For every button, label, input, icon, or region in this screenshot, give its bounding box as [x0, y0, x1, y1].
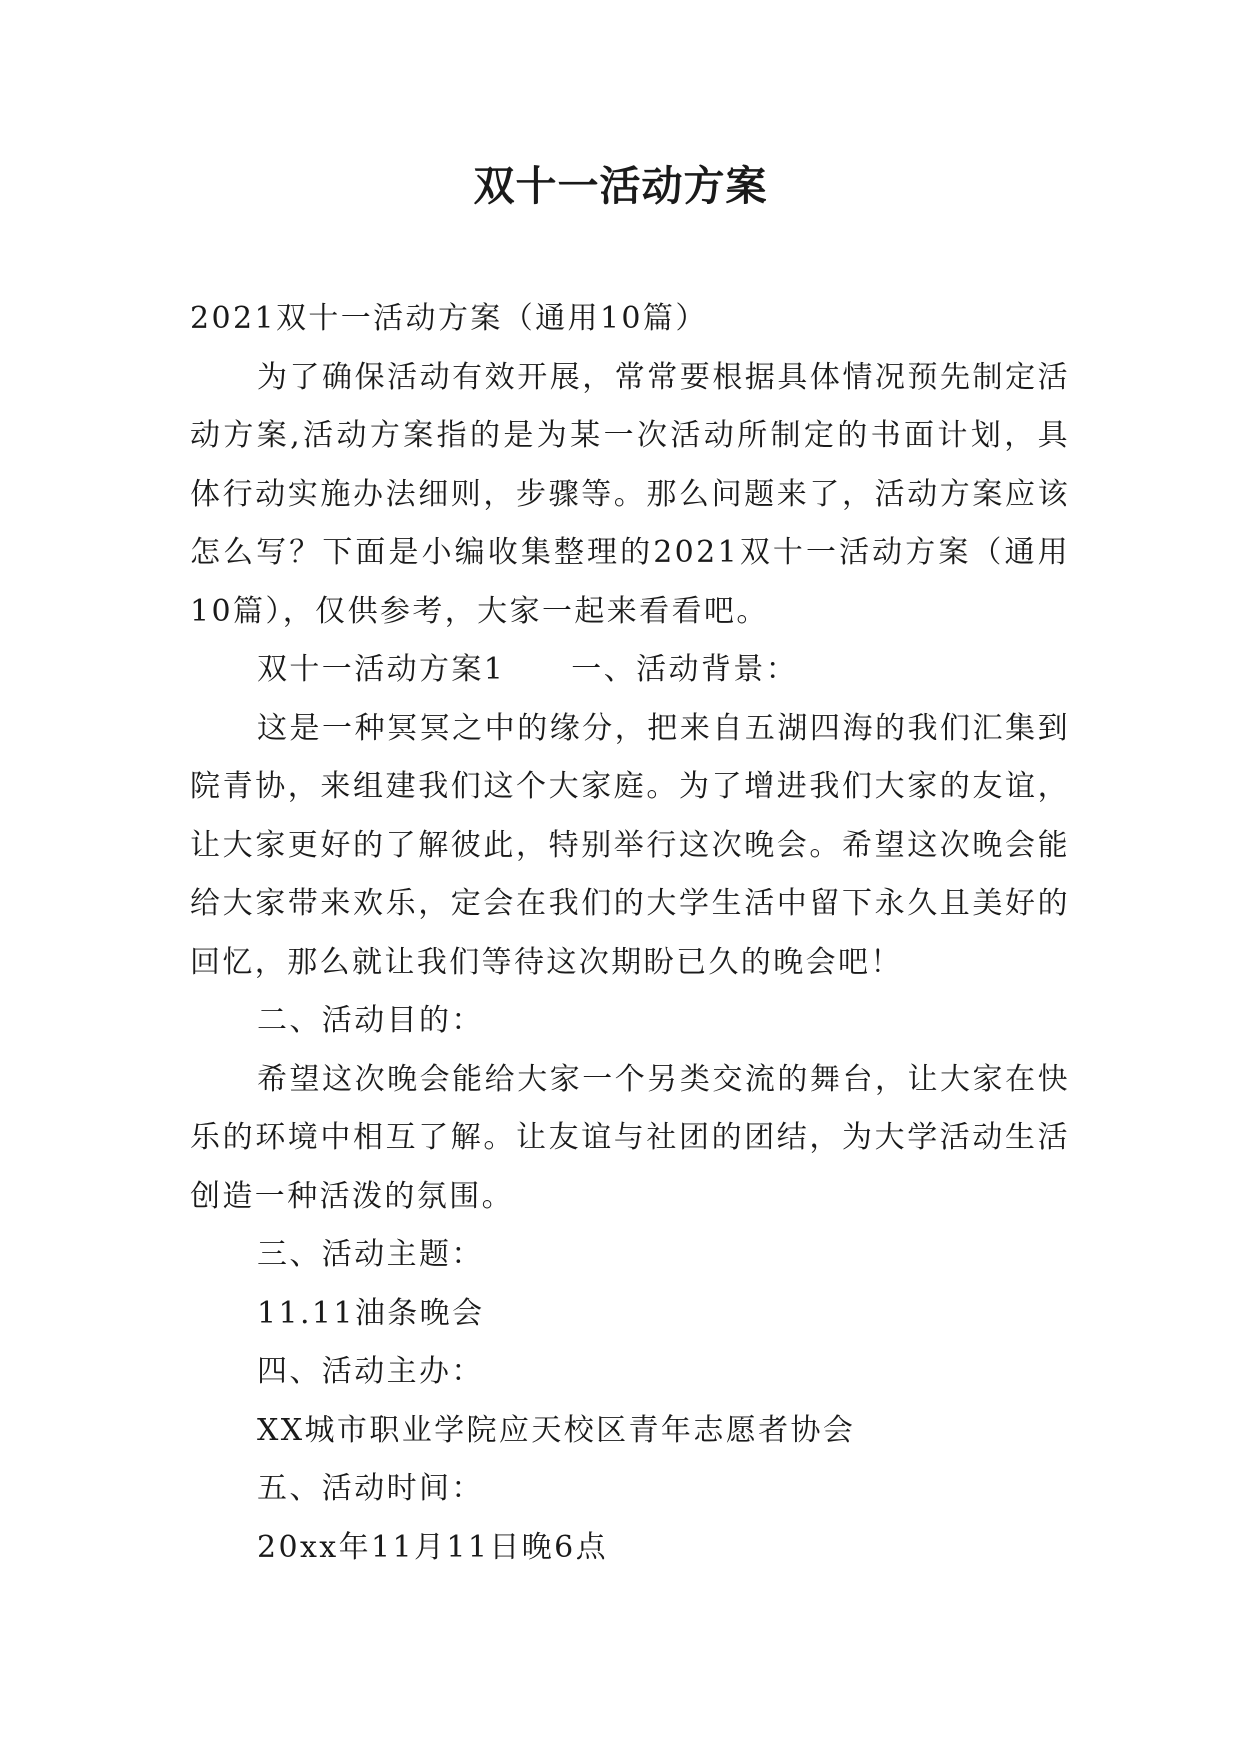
theme-text: 11.11油条晚会: [257, 1295, 485, 1331]
theme-heading: 三、活动主题：: [257, 1237, 484, 1272]
background-heading: 一、活动背景：: [571, 652, 799, 687]
section-1-header: [190, 641, 1070, 700]
purpose-paragraph: 希望这次晚会能给大家一个另类交流的舞台，让大家在快乐的环境中相互了解。让友谊与社团的团结，为大学活动生活创造一种活泼的氛围。: [190, 1061, 1070, 1214]
background-paragraph: 这是一种冥冥之中的缘分，把来自五湖四海的我们汇集到院青协，来组建我们这个大家庭。为了增进我们大家的友谊，让大家更好的了解彼此，特别举行这次晚会。希望这次晚会能给大家带来欢乐，定会在我们的大学生活中留下永久且美好的回忆，那么就让我们等待这次期盼已久的晚会吧！: [190, 710, 1070, 980]
organizer-heading: 四、活动主办：: [257, 1354, 484, 1389]
time-text: 20xx年11月11日晚6点: [257, 1529, 609, 1565]
section-1-label: 双十一活动方案1: [257, 652, 506, 687]
purpose-heading: 二、活动目的：: [257, 1003, 484, 1038]
intro-paragraph: 为了确保活动有效开展，常常要根据具体情况预先制定活动方案,活动方案指的是为某一次活动所制定的书面计划，具体行动实施办法细则，步骤等。那么问题来了，活动方案应该怎么写？下面是小编收集整理的2021双十一活动方案（通用10篇），仅供参考，大家一起来看看吧。: [190, 359, 1070, 629]
time-heading: 五、活动时间：: [257, 1471, 484, 1506]
document-body: [190, 290, 1070, 1577]
organizer-text: XX城市职业学院应天校区青年志愿者协会: [257, 1412, 856, 1448]
document-title: 双十一活动方案: [473, 162, 768, 210]
document-subtitle: 2021双十一活动方案（通用10篇）: [190, 301, 708, 336]
